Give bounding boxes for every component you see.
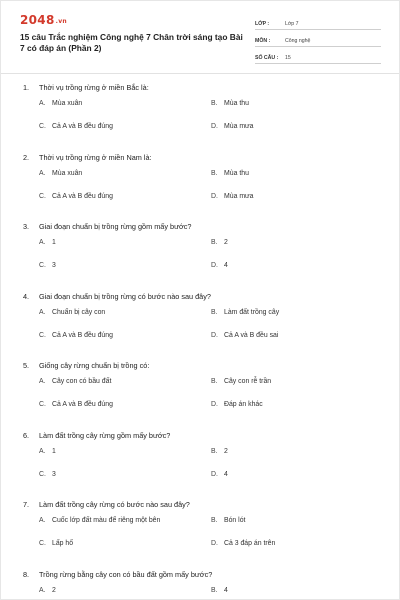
option-letter: D. xyxy=(211,470,218,478)
answer-option-c[interactable] xyxy=(39,262,56,269)
option-letter: D. xyxy=(211,262,218,269)
question-text xyxy=(23,222,191,231)
logo-text: 2048 xyxy=(20,13,55,27)
answer-option-a[interactable] xyxy=(39,587,56,594)
answer-option-a[interactable] xyxy=(39,239,56,246)
header-divider xyxy=(1,73,400,74)
option-text: Chuẩn bị cây con xyxy=(52,308,106,316)
answer-option-c[interactable] xyxy=(39,471,56,478)
option-letter: B. xyxy=(211,239,218,246)
question-item xyxy=(1,427,400,497)
option-letter: B. xyxy=(211,586,218,594)
option-letter: C. xyxy=(39,470,46,478)
count-value: 15 xyxy=(285,55,291,61)
answer-option-c[interactable] xyxy=(39,123,113,130)
answer-options xyxy=(39,170,379,214)
answer-option-b[interactable] xyxy=(211,517,245,524)
option-letter: C. xyxy=(39,123,46,130)
answer-options xyxy=(39,587,379,600)
option-text: 1 xyxy=(52,239,56,246)
worksheet-header xyxy=(1,1,400,69)
answer-option-c[interactable] xyxy=(39,401,113,408)
option-text: Mùa mưa xyxy=(224,123,254,130)
option-letter: A. xyxy=(39,586,46,594)
option-letter: D. xyxy=(211,401,218,408)
meta-row-subject xyxy=(255,32,381,47)
option-letter: C. xyxy=(39,401,46,408)
answer-options xyxy=(39,309,379,353)
question-item xyxy=(1,288,400,358)
option-text: Đáp án khác xyxy=(224,401,263,408)
answer-option-d[interactable] xyxy=(211,123,254,130)
answer-option-a[interactable] xyxy=(39,517,160,524)
option-letter: A. xyxy=(39,447,46,455)
option-text: Cả A và B đều sai xyxy=(224,331,279,339)
question-item xyxy=(1,149,400,219)
answer-option-c[interactable] xyxy=(39,540,73,547)
option-text: 4 xyxy=(224,586,228,594)
answer-option-b[interactable] xyxy=(211,309,279,316)
answer-option-b[interactable] xyxy=(211,100,249,107)
question-item xyxy=(1,218,400,288)
answer-options xyxy=(39,378,379,422)
option-text: Mùa xuân xyxy=(52,100,83,107)
question-prompt: Giống cây rừng chuẩn bị trồng có: xyxy=(39,361,150,370)
answer-options xyxy=(39,517,379,561)
page-title: 15 câu Trắc nghiệm Công nghệ 7 Chân trời sáng tạo Bài 7 có đáp án (Phần 2) xyxy=(20,32,243,53)
answer-option-b[interactable] xyxy=(211,448,228,455)
answer-option-d[interactable] xyxy=(211,471,228,478)
answer-option-a[interactable] xyxy=(39,100,82,107)
question-number: 6. xyxy=(23,430,30,440)
meta-row-count xyxy=(255,49,381,64)
option-text: Làm đất trồng cây xyxy=(224,308,280,316)
option-text: Lấp hố xyxy=(52,540,74,547)
option-letter: D. xyxy=(211,331,218,339)
answer-option-c[interactable] xyxy=(39,332,113,339)
option-text: Mùa thu xyxy=(224,169,249,177)
meta-info xyxy=(255,15,381,66)
question-text xyxy=(23,153,152,162)
answer-option-d[interactable] xyxy=(211,193,254,200)
answer-option-a[interactable] xyxy=(39,170,82,177)
question-prompt: Giai đoạn chuẩn bị trồng rừng có bước nào sau đây? xyxy=(39,291,211,301)
option-text: Mùa mưa xyxy=(224,192,254,200)
question-prompt: Làm đất trồng cây rừng có bước nào sau đây? xyxy=(39,500,190,509)
question-item xyxy=(1,566,400,600)
option-text: 3 xyxy=(52,470,56,478)
option-letter: C. xyxy=(39,192,46,200)
option-text: 2 xyxy=(52,586,56,594)
option-letter: C. xyxy=(39,540,46,547)
question-text xyxy=(23,292,211,301)
answer-options xyxy=(39,239,379,283)
option-letter: B. xyxy=(211,100,218,107)
option-letter: C. xyxy=(39,331,46,339)
option-text: 2 xyxy=(224,447,228,455)
option-text: 4 xyxy=(224,262,228,269)
option-text: Cả A và B đều đúng xyxy=(52,123,113,130)
question-text xyxy=(23,431,170,440)
option-letter: A. xyxy=(39,378,46,385)
option-letter: D. xyxy=(211,540,218,547)
question-prompt: Thời vụ trồng rừng ở miền Nam là: xyxy=(39,152,152,162)
question-number: 1. xyxy=(23,83,30,92)
question-text xyxy=(23,83,149,92)
option-text: Cả 3 đáp án trên xyxy=(224,540,276,547)
answer-option-b[interactable] xyxy=(211,587,228,594)
question-text xyxy=(23,570,212,579)
option-text: 4 xyxy=(224,470,228,478)
answer-option-c[interactable] xyxy=(39,193,113,200)
option-text: Mùa xuân xyxy=(52,169,83,177)
question-number: 7. xyxy=(23,500,30,509)
site-logo[interactable] xyxy=(20,13,67,27)
subject-label: MÔN : xyxy=(255,38,271,44)
question-item xyxy=(1,79,400,149)
option-letter: C. xyxy=(39,262,46,269)
question-item xyxy=(1,496,400,566)
option-letter: B. xyxy=(211,308,218,316)
option-letter: A. xyxy=(39,308,46,316)
class-label: LỚP : xyxy=(255,21,270,27)
answer-option-d[interactable] xyxy=(211,262,228,269)
question-text xyxy=(23,361,149,370)
logo-suffix: .vn xyxy=(55,18,67,25)
subject-value: Công nghệ xyxy=(285,38,311,44)
option-text: 3 xyxy=(52,262,56,269)
option-text: Cả A và B đều đúng xyxy=(52,192,113,200)
option-text: Cây con rễ trần xyxy=(224,378,272,385)
option-letter: B. xyxy=(211,447,218,455)
option-letter: D. xyxy=(211,123,218,130)
option-letter: A. xyxy=(39,100,46,107)
answer-option-d[interactable] xyxy=(211,540,275,547)
option-text: Cuốc lớp đất màu để riêng một bên xyxy=(52,517,161,524)
option-text: 2 xyxy=(224,239,228,246)
question-prompt: Giai đoạn chuẩn bị trồng rừng gồm mấy bước? xyxy=(39,222,192,231)
option-text: Cây con có bầu đất xyxy=(52,378,112,385)
question-number: 3. xyxy=(23,222,30,231)
option-letter: B. xyxy=(211,169,218,177)
option-text: Mùa thu xyxy=(224,100,249,107)
option-letter: B. xyxy=(211,517,218,524)
answer-option-b[interactable] xyxy=(211,378,271,385)
answer-option-a[interactable] xyxy=(39,309,105,316)
question-list xyxy=(1,79,400,600)
answer-option-d[interactable] xyxy=(211,401,263,408)
question-prompt: Thời vụ trồng rừng ở miền Bắc là: xyxy=(39,83,149,92)
option-text: Cả A và B đều đúng xyxy=(52,401,113,408)
option-letter: A. xyxy=(39,517,46,524)
meta-row-class xyxy=(255,15,381,30)
answer-option-a[interactable] xyxy=(39,448,56,455)
answer-option-b[interactable] xyxy=(211,239,228,246)
question-number: 4. xyxy=(23,291,30,301)
question-prompt: Làm đất trồng cây rừng gồm mấy bước? xyxy=(39,430,171,440)
question-text xyxy=(23,500,190,509)
answer-option-d[interactable] xyxy=(211,332,278,339)
class-value: Lớp 7 xyxy=(285,21,299,27)
option-letter: D. xyxy=(211,192,218,200)
option-letter: A. xyxy=(39,169,46,177)
question-prompt: Trồng rừng bằng cây con có bầu đất gồm mấy bước? xyxy=(39,569,213,579)
count-label: SỐ CÂU : xyxy=(255,55,279,61)
option-letter: B. xyxy=(211,378,218,385)
answer-option-b[interactable] xyxy=(211,170,249,177)
question-number: 8. xyxy=(23,569,30,579)
question-number: 2. xyxy=(23,152,30,162)
answer-options xyxy=(39,100,379,144)
option-text: 1 xyxy=(52,447,56,455)
question-number: 5. xyxy=(23,361,30,370)
answer-options xyxy=(39,448,379,492)
option-text: Cả A và B đều đúng xyxy=(52,331,113,339)
answer-option-a[interactable] xyxy=(39,378,111,385)
question-item xyxy=(1,357,400,427)
option-text: Bón lót xyxy=(224,517,246,524)
option-letter: A. xyxy=(39,239,46,246)
